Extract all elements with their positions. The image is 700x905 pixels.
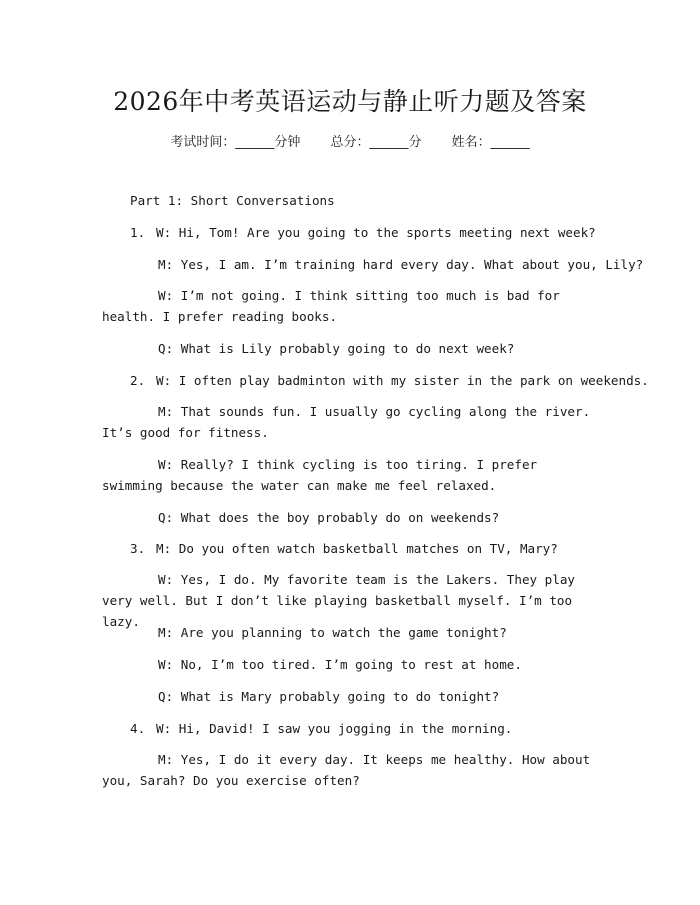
dialogue-line: M: Do you often watch basketball matches on TV, Mary? (156, 541, 558, 556)
dialogue-line: W: I’m not going. I think sitting too much is bad for health. I prefer reading books. (102, 288, 560, 324)
exam-time-unit: 分钟 (274, 135, 301, 150)
dialogue-line: M: Yes, I do it every day. It keeps me healthy. How about you, Sarah? Do you exercise often? (102, 752, 591, 788)
question-line: Q: What is Lily probably going to do next week? (158, 341, 515, 356)
total-score-blank: ______ (369, 135, 409, 150)
question-number: 1. (130, 225, 146, 240)
dialogue-line: M: Yes, I am. I’m training hard every day. What about you, Lily? (158, 257, 644, 272)
student-name-blank: ______ (490, 135, 530, 150)
question-line: Q: What is Mary probably going to do tonight? (158, 689, 500, 704)
question-1-first-line (130, 222, 596, 243)
exam-info-line (0, 131, 700, 150)
question-number: 3. (130, 541, 146, 556)
dialogue-line: W: Yes, I do. My favorite team is the Lakers. They play very well. But I don’t like playing basketball myself. I’m too lazy. (102, 572, 576, 629)
total-score-unit: 分 (408, 135, 422, 150)
question-3-first-line (130, 538, 558, 559)
exam-time-field (170, 131, 300, 150)
page-title: 2026年中考英语运动与静止听力题及答案 (113, 87, 587, 116)
question-4-first-line (130, 718, 512, 739)
total-score-field (330, 131, 421, 150)
dialogue-line: M: Are you planning to watch the game tonight? (158, 625, 507, 640)
question-2-first-line (130, 370, 649, 391)
dialogue-line: M: That sounds fun. I usually go cycling along the river. It’s good for fitness. (102, 404, 591, 440)
student-name-label: 姓名： (451, 135, 491, 150)
student-name-field (452, 131, 530, 150)
dialogue-line: W: Hi, David! I saw you jogging in the morning. (156, 721, 513, 736)
dialogue-line: W: Really? I think cycling is too tiring. I prefer swimming because the water can make me feel relaxed. (102, 457, 538, 493)
total-score-label: 总分： (330, 135, 370, 150)
dialogue-line: W: I often play badminton with my sister in the park on weekends. (156, 373, 649, 388)
question-line: Q: What does the boy probably do on weekends? (158, 510, 500, 525)
dialogue-line: W: Hi, Tom! Are you going to the sports meeting next week? (156, 225, 596, 240)
exam-time-label: 考试时间： (170, 135, 236, 150)
exam-time-blank: ______ (235, 135, 275, 150)
question-number: 4. (130, 721, 146, 736)
dialogue-line: W: No, I’m too tired. I’m going to rest at home. (158, 657, 522, 672)
part-heading: Part 1: Short Conversations (130, 193, 335, 208)
question-number: 2. (130, 373, 146, 388)
